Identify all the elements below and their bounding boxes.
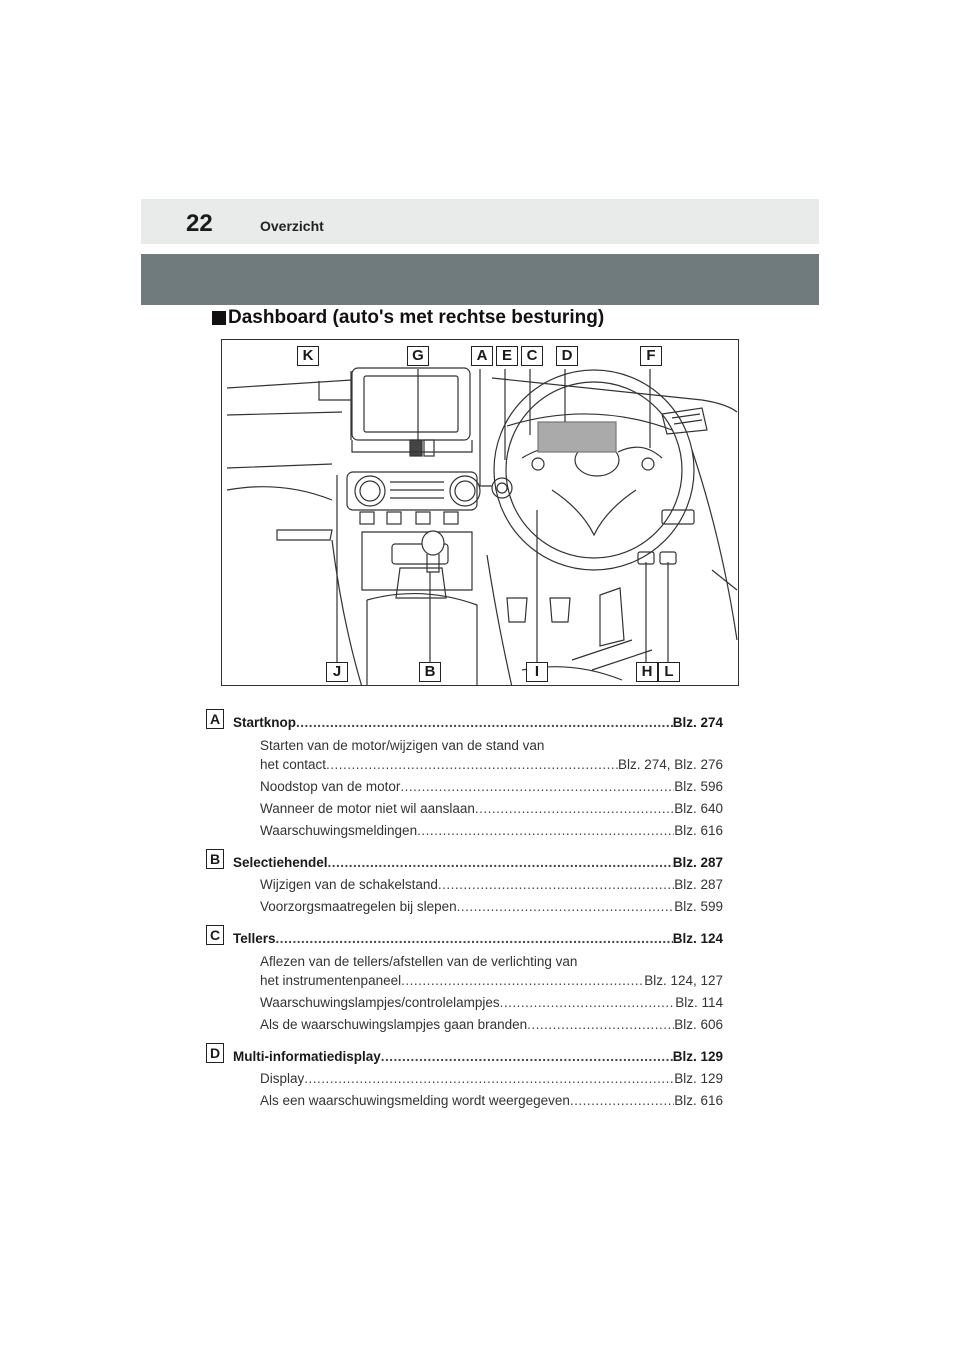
entry-title-line [233, 712, 723, 734]
entry-sub-line [233, 970, 723, 992]
page-ref: Blz. 129 [672, 1049, 723, 1064]
page-ref: Blz. 287 [674, 877, 723, 892]
entry-badge: B [206, 849, 224, 869]
entry-title-line [233, 928, 723, 950]
entry-sub-text: Als een waarschuwingsmelding wordt weergegeven [260, 1093, 570, 1108]
entry-title-line [233, 1046, 723, 1068]
header-bar [141, 199, 819, 244]
entry-B [209, 851, 723, 918]
page-ref: Blz. 616 [674, 1093, 723, 1108]
entry-sub-line [233, 820, 723, 842]
section-title-text: Dashboard (auto's met rechtse besturing) [228, 307, 605, 328]
entry-sub-text: Wijzigen van de schakelstand [260, 877, 438, 892]
leader-dots [276, 928, 673, 950]
page-ref: Blz. 640 [674, 801, 723, 816]
callout-F: F [640, 346, 662, 366]
page-ref: Blz. 274, Blz. 276 [617, 757, 723, 772]
leader-dots [296, 712, 673, 734]
dashboard-illustration [221, 339, 739, 686]
square-bullet-icon [212, 311, 226, 325]
entry-sub-text: Waarschuwingslampjes/controlelampjes [260, 995, 500, 1010]
leader-dots [400, 776, 674, 798]
leader-dots [457, 896, 675, 918]
page-number: 22 [186, 210, 213, 237]
entry-A [209, 711, 723, 842]
entry-sub-text: het instrumentenpaneel [260, 973, 402, 988]
entry-sub-text: Waarschuwingsmeldingen [260, 823, 418, 838]
page-ref: Blz. 616 [674, 823, 723, 838]
leader-dots [475, 798, 674, 820]
page-ref: Blz. 274 [672, 715, 723, 730]
entry-badge: D [206, 1043, 224, 1063]
callout-A: A [471, 346, 493, 366]
callout-H: H [636, 662, 658, 682]
entry-sub-pretext: Starten van de motor/wijzigen van de stand van [260, 738, 545, 753]
callout-L: L [658, 662, 680, 682]
entry-D [209, 1045, 723, 1112]
entry-sub-text: Voorzorgsmaatregelen bij slepen [260, 899, 457, 914]
section-title [212, 307, 604, 329]
page-ref: Blz. 124 [672, 931, 723, 946]
entry-C [209, 927, 723, 1036]
chapter-title: Overzicht [260, 218, 324, 234]
entry-title: Startknop [233, 715, 297, 730]
callout-G: G [407, 346, 429, 366]
page-ref: Blz. 129 [674, 1071, 723, 1086]
callout-I: I [526, 662, 548, 682]
leader-dots [500, 992, 676, 1014]
entry-title-line [233, 852, 723, 874]
leader-dots [401, 970, 644, 992]
callout-C: C [521, 346, 543, 366]
leader-dots [381, 1046, 673, 1068]
page-ref: Blz. 606 [674, 1017, 723, 1032]
entry-sub-text: Display [260, 1071, 305, 1086]
entry-sub-line [233, 776, 723, 798]
leader-dots [326, 754, 618, 776]
entry-title: Multi-informatiedisplay [233, 1049, 381, 1064]
entry-sub-line [233, 992, 723, 1014]
entry-sub-text: Noodstop van de motor [260, 779, 401, 794]
entry-sub-line [233, 754, 723, 776]
entry-sub-line [233, 874, 723, 896]
leader-dots [417, 820, 674, 842]
callout-E: E [496, 346, 518, 366]
entry-sub-text: Wanneer de motor niet wil aanslaan [260, 801, 475, 816]
callout-D: D [556, 346, 578, 366]
entry-list [209, 711, 723, 1122]
page-ref: Blz. 287 [672, 855, 723, 870]
page-ref: Blz. 114 [675, 995, 723, 1010]
leader-dots [304, 1068, 674, 1090]
entry-title: Tellers [233, 931, 276, 946]
page-ref: Blz. 596 [674, 779, 723, 794]
entry-sub-line [233, 1068, 723, 1090]
entry-badge: A [206, 709, 224, 729]
entry-badge: C [206, 925, 224, 945]
leader-dots [328, 852, 673, 874]
page-ref: Blz. 124, 127 [644, 973, 723, 988]
entry-title: Selectiehendel [233, 855, 328, 870]
dashboard-line-drawing [222, 340, 739, 686]
callout-B: B [419, 662, 441, 682]
entry-sub-text: het contact [260, 757, 327, 772]
leader-dots [527, 1014, 674, 1036]
entry-sub-line [233, 798, 723, 820]
entry-sub-text: Als de waarschuwingslampjes gaan branden [260, 1017, 528, 1032]
entry-sub-line [233, 1090, 723, 1112]
leader-dots [570, 1090, 674, 1112]
callout-K: K [297, 346, 319, 366]
callout-J: J [326, 662, 348, 682]
entry-sub-pretext: Aflezen van de tellers/afstellen van de verlichting van [260, 954, 578, 969]
entry-sub-line [233, 896, 723, 918]
page-ref: Blz. 599 [674, 899, 723, 914]
leader-dots [438, 874, 674, 896]
header-band [141, 254, 819, 305]
entry-sub-line [233, 1014, 723, 1036]
